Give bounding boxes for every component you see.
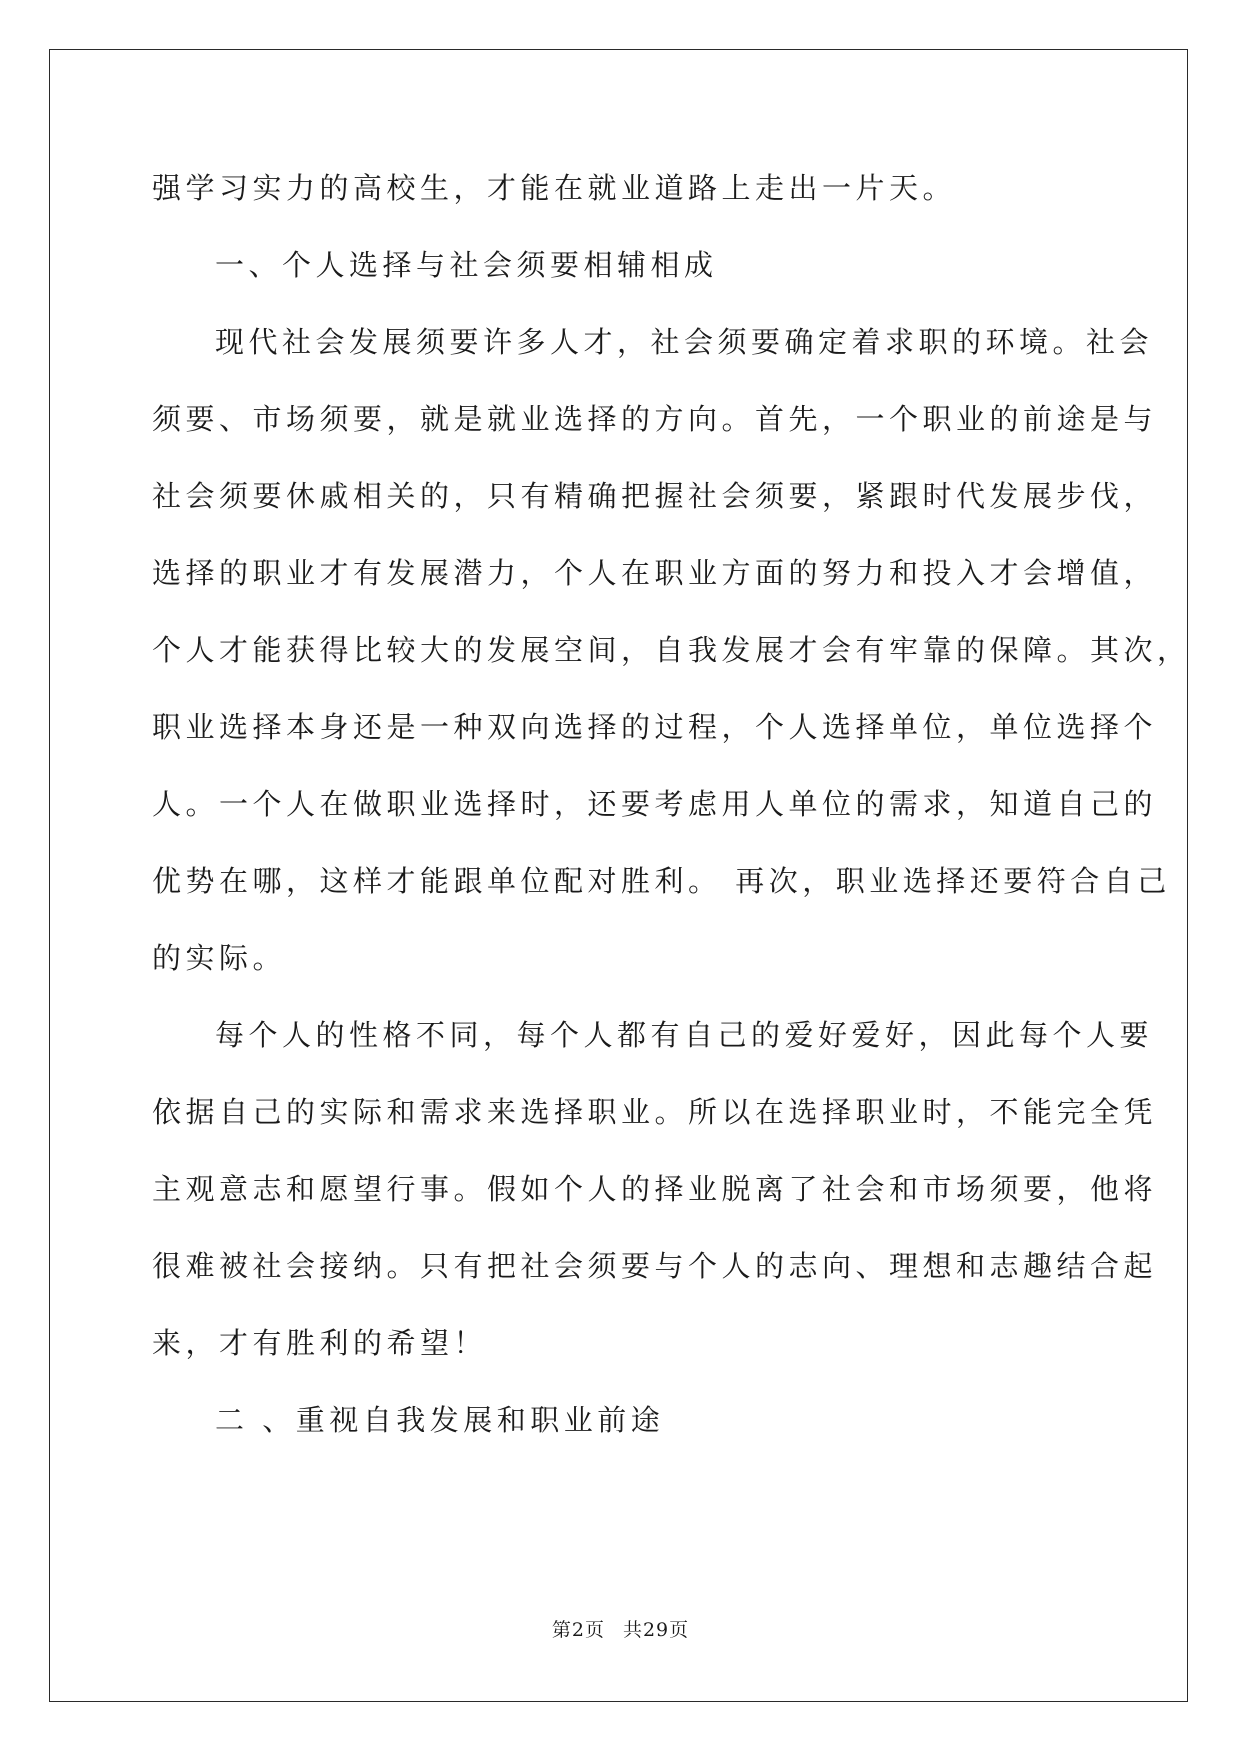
body-line: 须要、市场须要，就是就业选择的方向。首先，一个职业的前途是与 [152, 402, 1158, 436]
body-line: 优势在哪，这样才能跟单位配对胜利。 再次，职业选择还要符合自己 [152, 864, 1171, 898]
body-line: 的实际。 [152, 941, 287, 975]
body-line: 社会须要休戚相关的，只有精确把握社会须要，紧跟时代发展步伐， [152, 479, 1158, 513]
body-line: 人。一个人在做职业选择时，还要考虑用人单位的需求，知道自己的 [152, 787, 1158, 821]
body-line: 职业选择本身还是一种双向选择的过程，个人选择单位，单位选择个 [152, 710, 1158, 744]
section-heading: 一、个人选择与社会须要相辅相成 [215, 248, 718, 282]
body-line: 选择的职业才有发展潜力，个人在职业方面的努力和投入才会增值， [152, 556, 1158, 590]
page-number: 第2页 [551, 1619, 605, 1641]
body-line: 现代社会发展须要许多人才，社会须要确定着求职的环境。社会 [215, 325, 1154, 359]
body-line: 强学习实力的高校生，才能在就业道路上走出一片天。 [152, 171, 957, 205]
body-line: 个人才能获得比较大的发展空间，自我发展才会有牢靠的保障。其次， [152, 633, 1191, 667]
body-line: 依据自己的实际和需求来选择职业。所以在选择职业时，不能完全凭 [152, 1095, 1158, 1129]
document-body [152, 150, 1191, 1459]
page-footer [0, 1615, 1241, 1642]
body-line: 来，才有胜利的希望！ [152, 1326, 488, 1360]
body-line: 主观意志和愿望行事。假如个人的择业脱离了社会和市场须要，他将 [152, 1172, 1158, 1206]
body-line: 每个人的性格不同，每个人都有自己的爱好爱好，因此每个人要 [215, 1018, 1154, 1052]
page-total: 共29页 [622, 1619, 690, 1641]
body-line: 很难被社会接纳。只有把社会须要与个人的志向、理想和志趣结合起 [152, 1249, 1158, 1283]
section-heading: 二 、重视自我发展和职业前途 [215, 1403, 665, 1437]
